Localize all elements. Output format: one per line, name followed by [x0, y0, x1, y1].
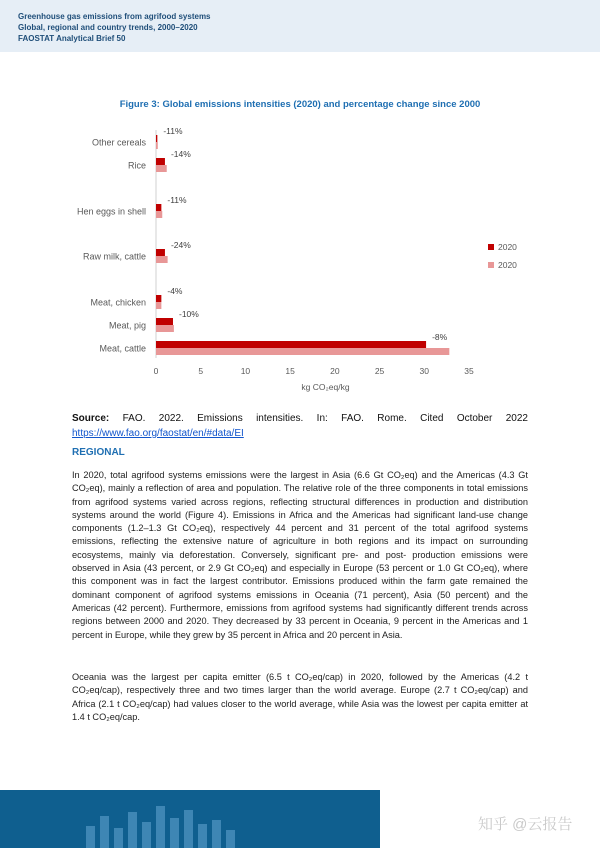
- source-link[interactable]: https://www.fao.org/faostat/en/#data/EI: [72, 428, 244, 439]
- bar-light: [156, 302, 161, 309]
- x-tick-label: 0: [153, 366, 159, 376]
- category-label: Rice: [127, 160, 146, 171]
- header-title: Greenhouse gas emissions from agrifood systems: [18, 12, 211, 21]
- change-label: -4%: [167, 286, 183, 296]
- bar-dark: [156, 135, 157, 142]
- emissions-intensity-chart: [0, 120, 600, 400]
- bar-dark: [156, 295, 161, 302]
- change-label: -14%: [170, 149, 191, 159]
- legend-swatch: [488, 262, 494, 268]
- bar-light: [156, 142, 158, 149]
- change-label: -8%: [432, 332, 448, 342]
- footer-decoration: [82, 800, 252, 848]
- paragraph-1: In 2020, total agrifood systems emissions were the largest in Asia (6.6 Gt CO₂eq) and the Americas (4.3 Gt CO₂eq), mainly a reflection of area and population. The relative role of the three components in total emissions from agrifood systems varied across regions, reflecting structural differences in production and distribution systems around the world (Figure 4). Emissions in Africa and the Americas had significant land-use change components (1.2–1.3 Gt CO₂eq), respectively 44 percent and 31 percent of the total agrifood systems emissions, reflecting the extensive nature of agriculture in both regions and its impact on surrounding ecosystems, mainly via deforestation. Conversely, significant pre- and post- production emissions were observed in Asia (43 percent, or 2.9 Gt CO₂eq) and especially in Europe (53 percent or 1.0 Gt CO₂eq), where this component was in fact the largest contributor. Emissions produced within the farm gate remained the dominant component of agrifood systems emissions in Oceania (71 percent), Asia (50 percent) and the Americas (42 percent). Furthermore, emissions from agrifood systems had significantly different trends across regions between 2000 and 2020. They decreased by 33 percent in Oceania, 9 percent in the Americas and 1 percent in Europe, while they grew by 35 percent in Africa and 20 percent in Asia.: [72, 470, 528, 640]
- category-label: Other cereals: [91, 137, 146, 148]
- bar-light: [156, 256, 168, 263]
- bar-light: [156, 165, 167, 172]
- bar-dark: [156, 318, 173, 325]
- x-axis-label: kg CO₂eq/kg: [301, 382, 350, 392]
- legend-label: 2020: [498, 260, 517, 270]
- legend-label: 2020: [498, 242, 517, 252]
- category-label: Hen eggs in shell: [76, 206, 146, 217]
- legend-swatch: [488, 244, 494, 250]
- bar-light: [156, 325, 174, 332]
- change-label: -24%: [170, 240, 191, 250]
- bar-light: [156, 348, 449, 355]
- change-label: -11%: [167, 195, 187, 205]
- watermark: 知乎 @云报告: [478, 816, 573, 833]
- category-label: Meat, cattle: [99, 343, 146, 354]
- bar-dark: [156, 204, 161, 211]
- x-tick-label: 15: [285, 366, 295, 376]
- bar-light: [156, 211, 162, 218]
- category-label: Raw milk, cattle: [82, 251, 146, 262]
- bar-dark: [156, 249, 165, 256]
- header-subtitle: Global, regional and country trends, 2000–2020: [18, 23, 198, 32]
- x-tick-label: 30: [419, 366, 430, 376]
- x-tick-label: 10: [240, 366, 251, 376]
- bar-dark: [156, 341, 426, 348]
- section-title: REGIONAL: [72, 447, 125, 458]
- page-header: [0, 0, 600, 52]
- figure-title: Figure 3: Global emissions intensities (2020) and percentage change since 2000: [119, 99, 481, 110]
- bar-dark: [156, 158, 165, 165]
- x-tick-label: 35: [464, 366, 474, 376]
- x-tick-label: 20: [330, 366, 340, 376]
- x-tick-label: 25: [374, 366, 385, 376]
- paragraph-2: Oceania was the largest per capita emitter (6.5 t CO₂eq/cap) in 2020, followed by the Americas (4.2 t CO₂eq/cap), respectively three and two times larger than the world average. Europe (2.7 t CO₂eq/cap) and Africa (2.1 t CO₂eq/cap) had values closer to the world average, while Asia was the lowest per capita emitter at 1.4 t CO₂eq/cap.: [72, 672, 528, 722]
- x-tick-label: 5: [198, 366, 204, 376]
- change-label: -10%: [178, 309, 199, 319]
- source-text: FAO. 2022. Emissions intensities. In: FAO. Rome. Cited October 2022: [122, 413, 528, 424]
- category-label: Meat, pig: [108, 320, 146, 331]
- figure-source: [72, 413, 528, 424]
- change-label: -11%: [163, 126, 183, 136]
- source-label: Source:: [72, 413, 110, 424]
- category-label: Meat, chicken: [90, 297, 146, 308]
- header-series: FAOSTAT Analytical Brief 50: [18, 34, 126, 43]
